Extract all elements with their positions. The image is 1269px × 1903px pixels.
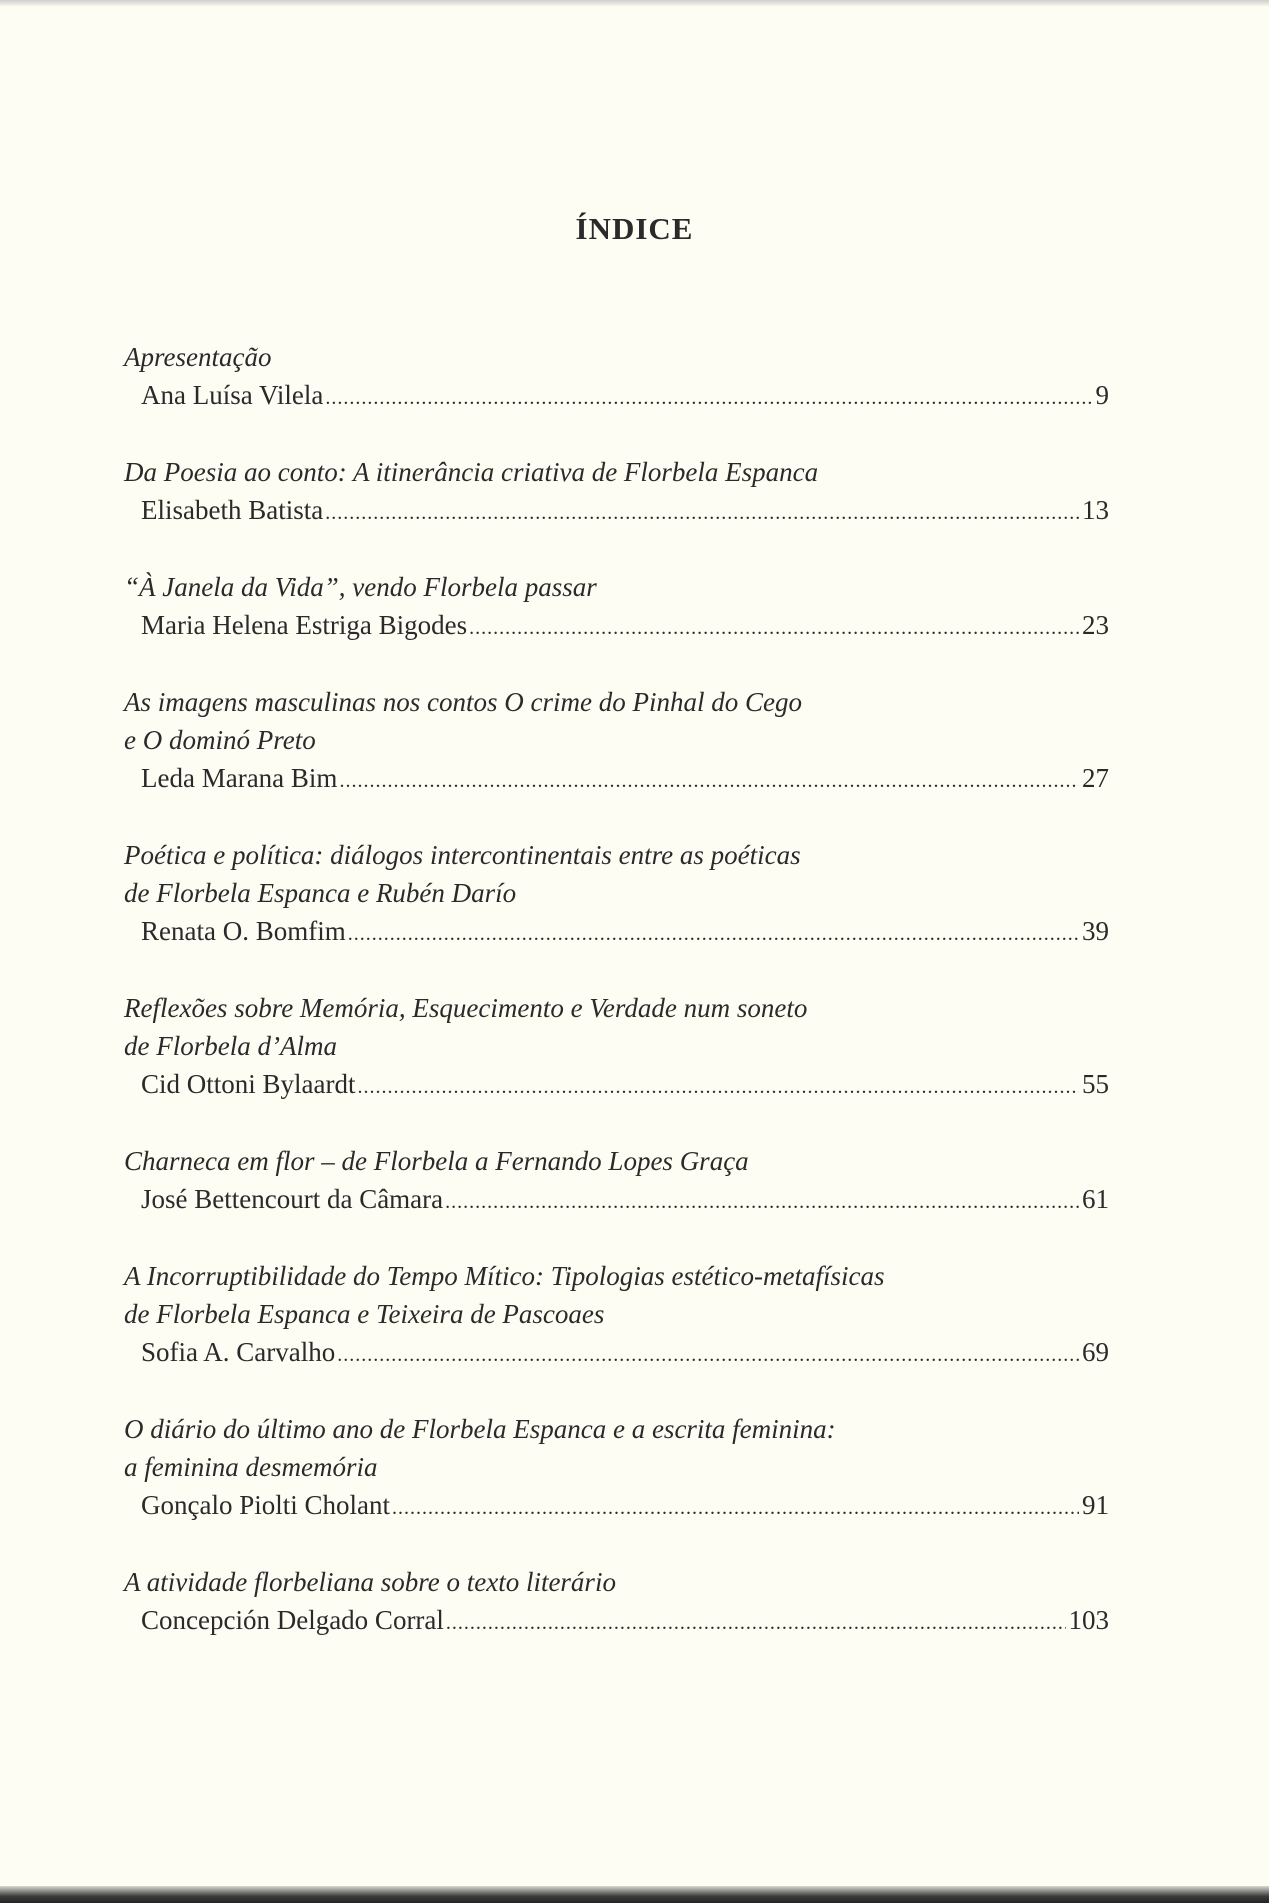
toc-entry bbox=[124, 836, 1109, 953]
toc-entry-title: Reflexões sobre Memória, Esquecimento e Verdade num soneto bbox=[124, 993, 808, 1023]
toc-entry-author: Renata O. Bomfim bbox=[141, 916, 346, 946]
toc-entry bbox=[124, 453, 1109, 532]
page-top-edge bbox=[0, 0, 1269, 6]
toc-entry-title: Da Poesia ao conto: A itinerância criativa de Florbela Espanca bbox=[124, 457, 819, 487]
toc-entry-title: O diário do último ano de Florbela Espanca e a escrita feminina: bbox=[124, 1414, 836, 1444]
toc-entry-title: As imagens masculinas nos contos O crime do Pinhal do Cego bbox=[124, 687, 802, 717]
toc-entry bbox=[124, 1563, 1109, 1642]
toc-entry-author-line bbox=[124, 1601, 1109, 1642]
toc-entry-title: e O dominó Preto bbox=[124, 725, 316, 755]
dot-leader bbox=[357, 1068, 1079, 1106]
toc-entry-page-number: 69 bbox=[1082, 1337, 1109, 1367]
toc-entry-page-number: 27 bbox=[1082, 763, 1109, 793]
toc-entry-author: Sofia A. Carvalho bbox=[141, 1337, 336, 1367]
toc-entry bbox=[124, 1410, 1109, 1527]
toc-entry-page-number: 91 bbox=[1082, 1490, 1109, 1520]
toc-entry-title: Apresentação bbox=[124, 342, 272, 372]
toc-entry-author: Gonçalo Piolti Cholant bbox=[141, 1490, 390, 1520]
toc-entry bbox=[124, 1257, 1109, 1374]
toc-entry-author: Concepción Delgado Corral bbox=[141, 1605, 444, 1635]
toc-entry bbox=[124, 683, 1109, 800]
toc-entry-title: de Florbela d’Alma bbox=[124, 1031, 337, 1061]
toc-entry-page-number: 39 bbox=[1082, 916, 1109, 946]
toc-entry-author: Maria Helena Estriga Bigodes bbox=[141, 610, 468, 640]
toc-entry bbox=[124, 568, 1109, 647]
dot-leader bbox=[445, 1183, 1079, 1221]
dot-leader bbox=[337, 1336, 1079, 1374]
dot-leader bbox=[325, 379, 1092, 417]
toc-entry-author-line bbox=[124, 491, 1109, 532]
toc-entry-author-line bbox=[124, 1486, 1109, 1527]
toc-entry-author: José Bettencourt da Câmara bbox=[141, 1184, 444, 1214]
toc-entry-title: A atividade florbeliana sobre o texto literário bbox=[124, 1567, 616, 1597]
toc-entry-page-number: 13 bbox=[1082, 495, 1109, 525]
toc-entry-page-number: 9 bbox=[1095, 380, 1109, 410]
toc-entry-author: Leda Marana Bim bbox=[141, 763, 338, 793]
toc-entry-author: Ana Luísa Vilela bbox=[141, 380, 324, 410]
toc-entry bbox=[124, 338, 1109, 417]
toc-entry-author-line bbox=[124, 759, 1109, 800]
toc-entry-title: Poética e política: diálogos intercontinentais entre as poéticas bbox=[124, 840, 801, 870]
toc-entry-title: a feminina desmemória bbox=[124, 1452, 378, 1482]
toc-entry-author-line bbox=[124, 606, 1109, 647]
toc-entry-author-line bbox=[124, 1180, 1109, 1221]
toc-entry-author-line bbox=[124, 376, 1109, 417]
page-bottom-edge bbox=[0, 1886, 1269, 1903]
toc-entry-page-number: 23 bbox=[1082, 610, 1109, 640]
dot-leader bbox=[469, 609, 1079, 647]
dot-leader bbox=[446, 1604, 1066, 1642]
toc-entry bbox=[124, 1142, 1109, 1221]
toc-entry-title: A Incorruptibilidade do Tempo Mítico: Tipologias estético-metafísicas bbox=[124, 1261, 885, 1291]
toc-entry-title: de Florbela Espanca e Teixeira de Pascoaes bbox=[124, 1299, 605, 1329]
dot-leader bbox=[392, 1489, 1079, 1527]
toc-entry-page-number: 61 bbox=[1082, 1184, 1109, 1214]
dot-leader bbox=[325, 494, 1079, 532]
table-of-contents bbox=[124, 338, 1109, 1678]
toc-entry-author: Elisabeth Batista bbox=[141, 495, 324, 525]
toc-entry-author: Cid Ottoni Bylaardt bbox=[141, 1069, 356, 1099]
toc-entry-title: “À Janela da Vida”, vendo Florbela passar bbox=[124, 572, 597, 602]
toc-entry-page-number: 55 bbox=[1082, 1069, 1109, 1099]
toc-entry-page-number: 103 bbox=[1068, 1605, 1109, 1635]
dot-leader bbox=[348, 915, 1079, 953]
page-title: ÍNDICE bbox=[575, 210, 694, 246]
toc-entry-author-line bbox=[124, 912, 1109, 953]
toc-entry-title: de Florbela Espanca e Rubén Darío bbox=[124, 878, 517, 908]
toc-entry-author-line bbox=[124, 1065, 1109, 1106]
toc-entry-title: Charneca em flor – de Florbela a Fernando Lopes Graça bbox=[124, 1146, 749, 1176]
toc-entry bbox=[124, 989, 1109, 1106]
toc-entry-author-line bbox=[124, 1333, 1109, 1374]
dot-leader bbox=[339, 762, 1079, 800]
